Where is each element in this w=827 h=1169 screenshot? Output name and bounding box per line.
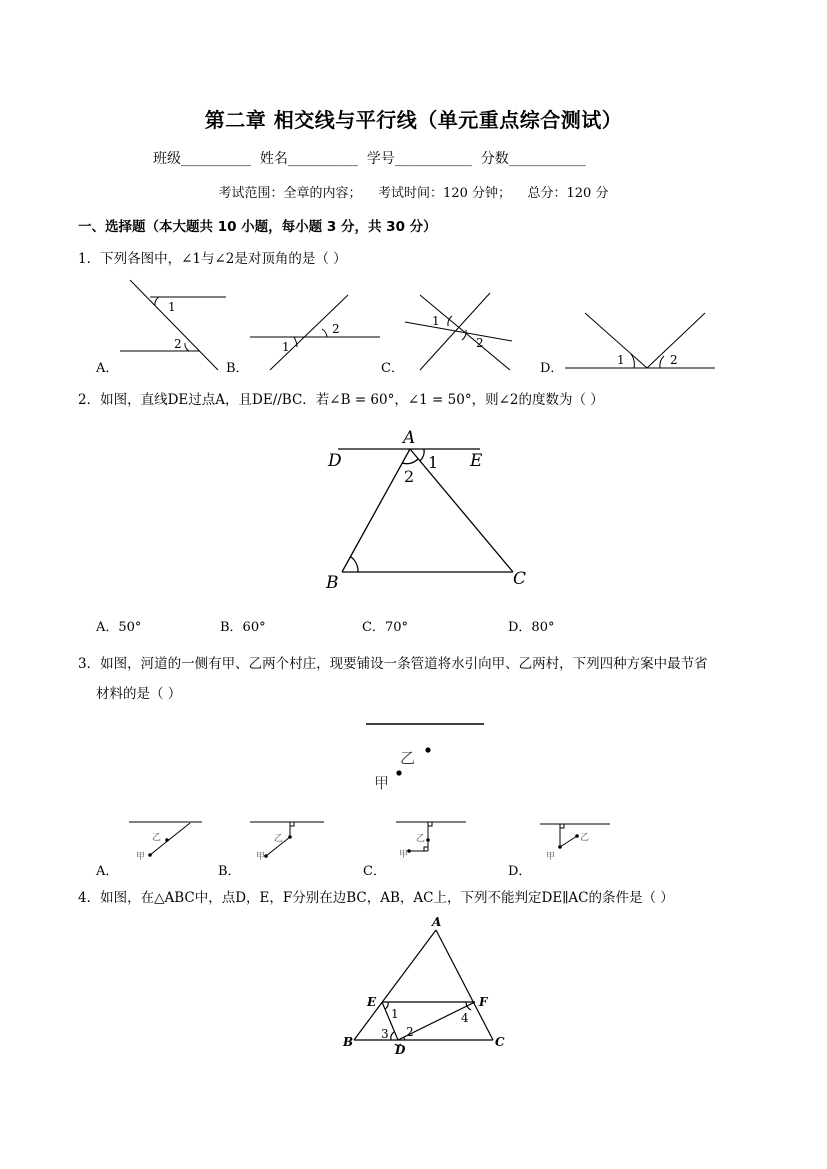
q3-option-figures [120, 815, 620, 865]
q3-village-yi-label: 乙 [400, 749, 416, 767]
id-blank[interactable]: ___________ [394, 151, 472, 167]
q3a-jia-label: 甲 [136, 852, 146, 862]
q4-arc-4 [466, 1002, 471, 1010]
q4-label-f: F [479, 995, 488, 1009]
q1a-arc-2 [185, 343, 189, 351]
q1-option-c[interactable]: C． [381, 361, 404, 376]
exam-info: 考试范围：全章的内容； 考试时间：120 分钟； 总分：120 分 [218, 186, 609, 201]
score-blank[interactable]: ___________ [508, 151, 586, 167]
q4-label-d: D [395, 1043, 406, 1057]
q1a-label-2: 2 [174, 337, 182, 351]
q2-option-b[interactable]: B．60° [220, 620, 266, 635]
q1c-label-1: 1 [432, 314, 440, 328]
q2-label-b: B [326, 573, 339, 593]
q2-label-a: A [403, 428, 416, 448]
q4-label-1: 1 [391, 1007, 399, 1021]
q3d-pipe-link [560, 836, 577, 847]
q3b-right-angle [290, 822, 294, 826]
q2-arc-1 [420, 449, 424, 461]
q1c-label-2: 2 [476, 336, 484, 350]
q3d-yi-dot [575, 834, 579, 838]
question-3-text-line-2: 材料的是（ ） [96, 686, 182, 702]
q1d-left-ray [585, 313, 647, 368]
q2-option-a[interactable]: A．50° [96, 620, 142, 635]
q4-label-4: 4 [461, 1011, 469, 1025]
student-info-fields [153, 148, 586, 168]
q3-village-yi-dot [425, 747, 430, 752]
q4-side-ab [354, 930, 436, 1040]
q4-label-c: C [495, 1035, 505, 1049]
q1-option-d[interactable]: D． [540, 361, 564, 376]
q3b-yi-dot [288, 835, 292, 839]
name-blank[interactable]: __________ [287, 151, 358, 167]
q2-label-e: E [470, 451, 483, 471]
q3c-right-angle-top [428, 822, 432, 826]
q3-village-jia-dot [396, 770, 401, 775]
q1d-label-2: 2 [670, 353, 678, 367]
q1d-arc-2 [660, 356, 664, 368]
q4-label-a: A [432, 915, 442, 929]
q3c-yi-dot [426, 838, 430, 842]
q4-label-e: E [367, 995, 377, 1009]
class-label: 班级 [153, 151, 181, 167]
q3-village-jia-label: 甲 [374, 774, 390, 792]
q4-label-3: 3 [381, 1027, 389, 1041]
q3d-jia-label: 甲 [546, 852, 556, 862]
q3d-jia-dot [558, 845, 562, 849]
q3-option-a[interactable]: A． [96, 864, 119, 879]
q1a-transversal [130, 280, 218, 370]
id-label: 学号 [366, 151, 395, 167]
q1-option-b[interactable]: B． [226, 361, 249, 376]
q2-side-ab [342, 449, 410, 572]
q1b-label-1: 1 [282, 340, 290, 354]
q2-side-ac [410, 449, 513, 572]
q3c-jia-label: 甲 [399, 850, 409, 860]
q3a-yi-dot [165, 838, 169, 842]
q2-label-c: C [513, 569, 527, 589]
q3b-jia-label: 甲 [256, 852, 266, 862]
q3a-yi-label: 乙 [152, 833, 162, 843]
q1-figures [90, 275, 740, 375]
q4-label-2: 2 [406, 1025, 414, 1039]
q2-label-1: 1 [428, 453, 439, 472]
q3d-yi-label: 乙 [580, 833, 590, 843]
q1b-label-2: 2 [332, 322, 340, 336]
q1c-line-2 [420, 293, 490, 370]
question-2-text: 2．如图，直线DE过点A，且DE//BC．若∠B = 60°，∠1 = 50°，则∠2的度数为（ ） [78, 392, 604, 408]
q3b-yi-label: 乙 [274, 834, 284, 844]
q2-option-d[interactable]: D．80° [508, 620, 555, 635]
q1d-label-1: 1 [617, 353, 625, 367]
q3-option-c[interactable]: C． [363, 864, 386, 879]
q1a-arc-1 [155, 297, 159, 305]
score-label: 分数 [480, 151, 509, 167]
q3-option-b[interactable]: B． [218, 864, 241, 879]
q1b-arc-2 [322, 329, 327, 337]
question-4-text: 4．如图，在△ABC中，点D，E，F分别在边BC，AB，AC上，下列不能判定DE∥AC的条件是（ ） [78, 890, 674, 906]
q4-arc-3 [391, 1032, 394, 1040]
q2-arc-b [351, 557, 358, 572]
q2-label-2: 2 [404, 467, 415, 486]
q4-arc-1 [385, 1002, 388, 1009]
q4-label-b: B [343, 1035, 354, 1049]
q2-label-d: D [328, 451, 342, 471]
question-3-text-line-1: 3．如图，河道的一侧有甲、乙两个村庄，现要铺设一条管道将水引向甲、乙两村，下列四种方案中最节省 [78, 656, 708, 672]
q4-figure [335, 912, 515, 1062]
q1c-line-3 [405, 322, 512, 341]
page-title: 第二章 相交线与平行线（单元重点综合测试） [204, 108, 623, 132]
question-1-text: 1．下列各图中，∠1与∠2是对顶角的是（ ） [78, 251, 347, 267]
q3d-right-angle [560, 824, 564, 828]
q3a-jia-dot [148, 853, 152, 857]
q3c-yi-label: 乙 [416, 834, 426, 844]
q3c-right-angle-bottom [424, 847, 428, 851]
q2-figure [320, 425, 540, 595]
q2-option-c[interactable]: C．70° [362, 620, 408, 635]
q3-main-figure [360, 715, 500, 795]
q3-option-d[interactable]: D． [508, 864, 532, 879]
class-blank[interactable]: __________ [181, 151, 251, 167]
name-label: 姓名 [259, 151, 288, 167]
section-heading: 一、选择题（本大题共 10 小题，每小题 3 分，共 30 分） [78, 219, 437, 235]
q1-option-a[interactable]: A． [96, 361, 119, 376]
q1a-label-1: 1 [168, 300, 176, 314]
